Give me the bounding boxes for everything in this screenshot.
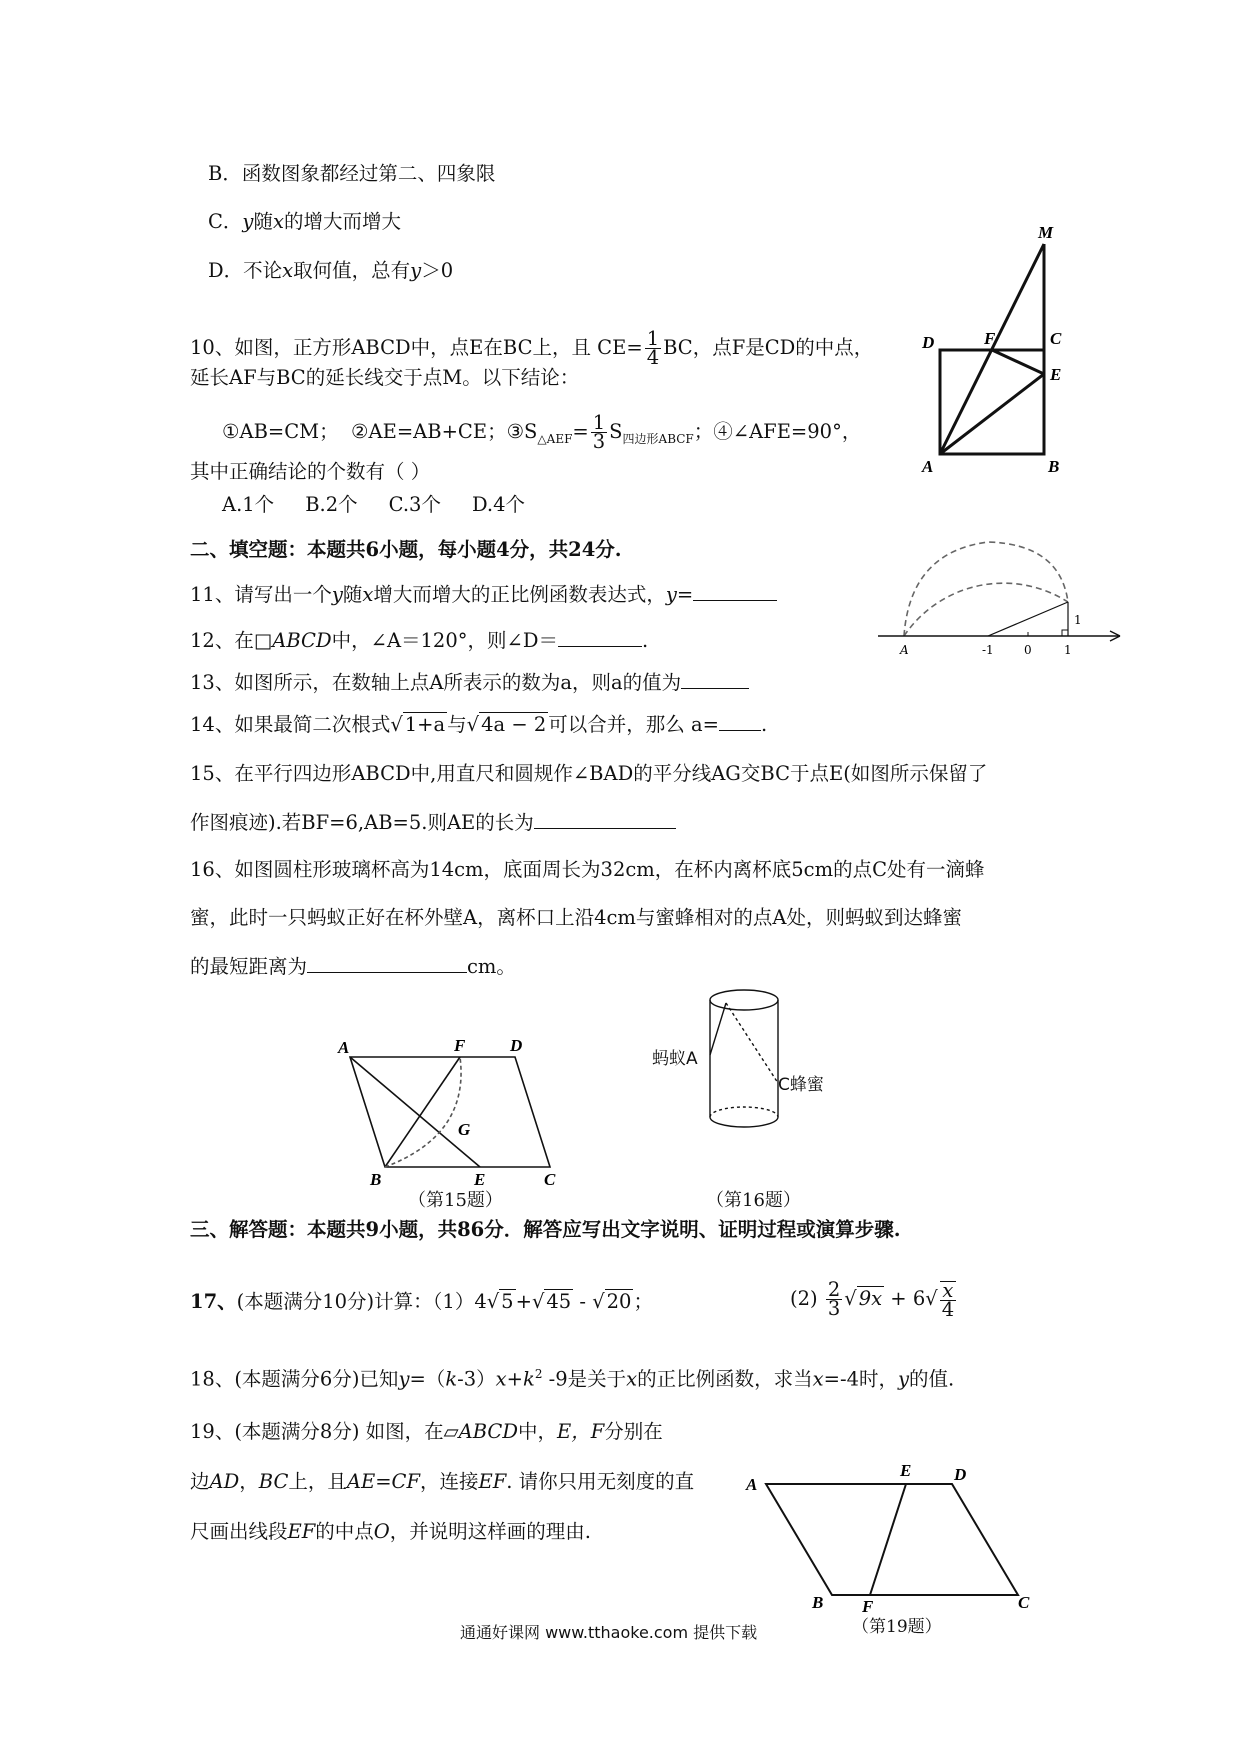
q10-conclusions: ①AB=CM； ②AE=AB+CE；$③S_{\triangle AEF}=$ $\frac{1}{3}$ $S_{四边形ABCF}$；④∠AFE=90°， xyxy=(222,411,862,453)
q14-text: 14、如果最简二次根式√ 1+a 与√ 4a − 2 可以合并，那么 a= . xyxy=(190,710,767,739)
fig19-label-a: A xyxy=(746,1475,758,1494)
q16-line3: 的最短距离为 cm。 xyxy=(190,952,516,981)
q11-answer-blank xyxy=(693,580,777,601)
fig19-label-b: B xyxy=(812,1593,824,1612)
fig15-label-d: D xyxy=(510,1036,523,1055)
number-line-figure xyxy=(870,532,1130,657)
numberline-label-1: 1 xyxy=(1064,643,1072,657)
q10-line2: 延长AF与BC的延长线交于点M。以下结论： xyxy=(190,366,580,389)
fig15-parallelogram xyxy=(330,1035,570,1189)
label-a: A xyxy=(922,457,934,476)
fig19-label-f: F xyxy=(862,1597,874,1616)
numberline-label-neg1: -1 xyxy=(982,643,994,657)
q10-line1: 10、如图，正方形ABCD中，点E在BC上，且 CE= $\frac{1}{4}$ BC，点F是CD的中点， xyxy=(190,327,874,369)
fig19-label-c: C xyxy=(1018,1593,1030,1612)
fig16-ant-label: 蚂蚁A xyxy=(652,1049,698,1069)
fig15-label-c: C xyxy=(544,1170,556,1189)
fig15-label-b: B xyxy=(370,1170,382,1189)
q10-question: 其中正确结论的个数有（ ） xyxy=(190,460,431,483)
label-f: F xyxy=(984,329,996,348)
fig19-label-e: E xyxy=(900,1461,912,1480)
fig15-label-a: A xyxy=(338,1038,350,1057)
q11-text: 11、请写出一个y随x增大而增大的正比例函数表达式，y= xyxy=(190,580,777,609)
section-3-heading: 三、解答题：本题共9小题，共86分．解答应写出文字说明、证明过程或演算步骤. xyxy=(190,1218,901,1241)
fraction-one-fourth: $\frac{1}{4}$ xyxy=(646,327,660,369)
footer-source: 通通好课网 www.tthaoke.com 提供下载 xyxy=(460,1623,758,1642)
q10-options: A.1个 B.2个 C.3个 D.4个 xyxy=(222,493,526,516)
q19-line3: 尺画出线段EF的中点O，并说明这样画的理由. xyxy=(190,1520,591,1543)
q19-line2: 边AD，BC上，且AE=CF，连接EF. 请你只用无刻度的直 xyxy=(190,1470,695,1493)
numberline-label-height: 1 xyxy=(1074,613,1082,627)
q12-text: 12、在□ABCD中，∠A＝120°，则∠D＝ . xyxy=(190,626,648,655)
label-c: C xyxy=(1050,329,1062,348)
numberline-label-0: 0 xyxy=(1024,643,1032,657)
fig19-label-d: D xyxy=(954,1465,967,1484)
q18-text: 18、(本题满分6分)已知$y=(k-3)x+k^2$ -9是关于x的正比例函数，求当x=-4时，y的值. xyxy=(190,1367,955,1391)
label-m: M xyxy=(1038,223,1054,242)
q17-part1: 17、(本题满分10分)计算：（1）4√ 5 +√ 45 - √ 20 ； xyxy=(190,1290,653,1313)
q15-line2: 作图痕迹).若BF=6,AB=5.则AE的长为 xyxy=(190,808,676,837)
fig19-parallelogram xyxy=(740,1460,1040,1616)
q15-line1: 15、在平行四边形ABCD中,用直尺和圆规作∠BAD的平分线AG交BC于点E(如图所示保留了 xyxy=(190,762,988,785)
label-b: B xyxy=(1048,457,1060,476)
q13-text: 13、如图所示，在数轴上点A所表示的数为a，则a的值为 xyxy=(190,668,749,697)
q13-answer-blank xyxy=(681,668,749,689)
q16-line2: 蜜，此时一只蚂蚁正好在杯外壁A，离杯口上沿4cm与蜜蜂相对的点A处，则蚂蚁到达蜂蜜 xyxy=(190,906,962,929)
label-e: E xyxy=(1050,365,1062,384)
q9-option-d: D．不论x取何值，总有y＞0 xyxy=(208,259,454,282)
fig16-honey-label: C蜂蜜 xyxy=(778,1075,824,1095)
q9-option-b: B．函数图象都经过第二、四象限 xyxy=(208,162,496,185)
fig16-caption: （第16题） xyxy=(706,1190,801,1211)
q14-answer-blank xyxy=(719,710,761,731)
q17-part2: (2) $\frac{2}{3}$ √ 9x + 6√ $\frac{x}{4}$ xyxy=(790,1278,955,1321)
q12-answer-blank xyxy=(558,626,642,647)
fig19-caption: （第19题） xyxy=(852,1617,942,1637)
fig15-label-e: E xyxy=(474,1170,486,1189)
fig15-label-g: G xyxy=(458,1120,471,1139)
q15-answer-blank xyxy=(534,808,676,829)
q16-line1: 16、如图圆柱形玻璃杯高为14cm，底面周长为32cm，在杯内离杯底5cm的点C处有一滴蜂 xyxy=(190,858,985,881)
label-d: D xyxy=(922,333,935,352)
fig15-label-f: F xyxy=(454,1036,466,1055)
section-2-heading: 二、填空题：本题共6小题，每小题4分，共24分. xyxy=(190,538,622,561)
q19-line1: 19、(本题满分8分) 如图，在▱ABCD中，E，F分别在 xyxy=(190,1420,663,1443)
q9-option-c: C．y随x的增大而增大 xyxy=(208,210,401,233)
numberline-label-a: A xyxy=(900,643,909,657)
q10-square-figure xyxy=(910,220,1080,480)
q16-answer-blank xyxy=(307,952,467,973)
fig15-caption: （第15题） xyxy=(408,1190,503,1211)
